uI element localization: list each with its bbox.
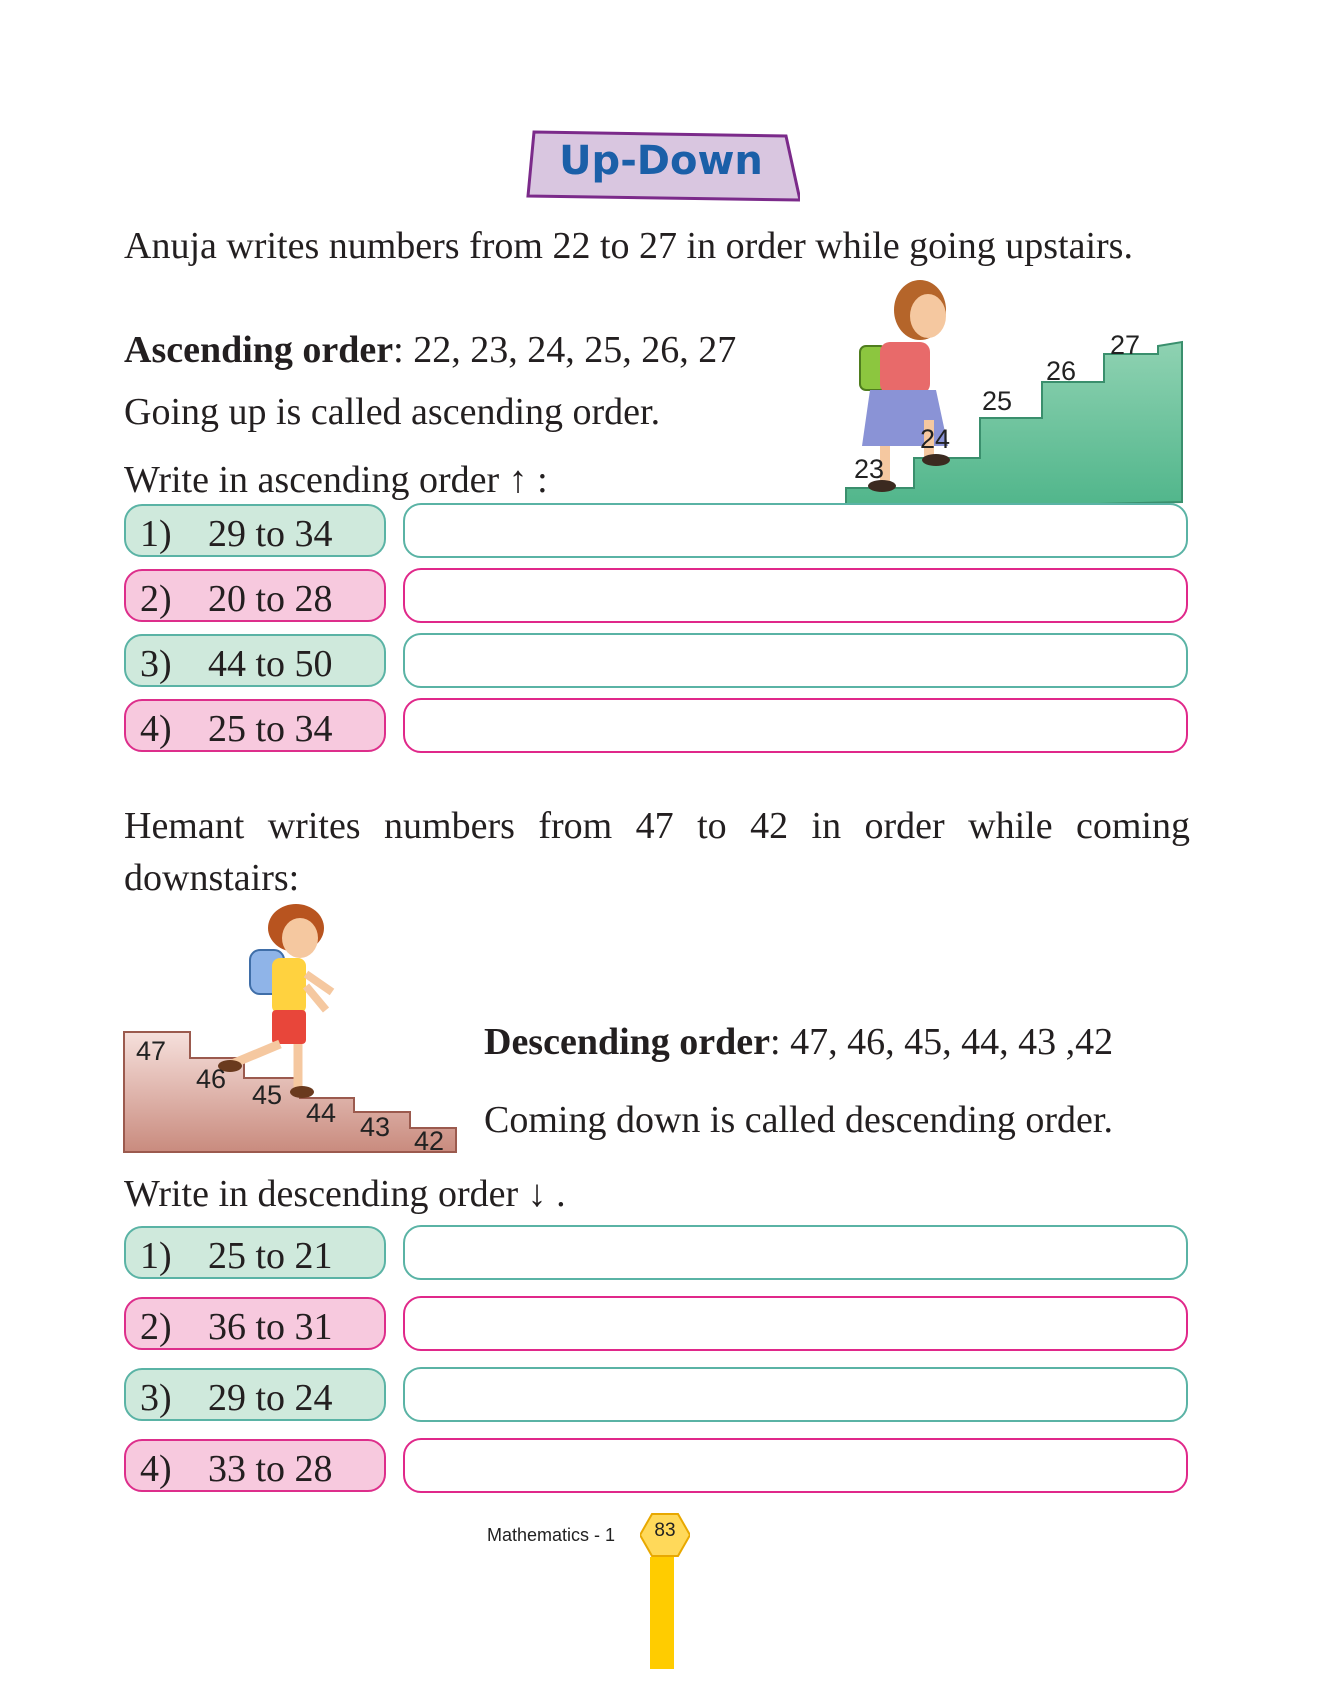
exercise-number: 1)	[140, 513, 172, 555]
footer-bar	[650, 1557, 674, 1669]
ascending-instruction-text: Write in ascending order	[124, 459, 500, 501]
exercise-number: 4)	[140, 1448, 172, 1490]
answer-input[interactable]	[403, 1367, 1188, 1422]
descending-instruction	[124, 1172, 566, 1216]
ascending-explanation: Going up is called ascending order.	[124, 391, 661, 433]
descending-intro-line1: Hemant writes numbers from 47 to 42 in order while coming	[124, 805, 1190, 847]
arrow-down-icon: ↓	[527, 1173, 547, 1215]
descending-instruction-text: Write in descending order	[124, 1173, 519, 1215]
ascending-intro: Anuja writes numbers from 22 to 27 in order while going upstairs.	[124, 225, 1133, 267]
exercise-number: 1)	[140, 1235, 172, 1277]
ascending-exercise-label	[124, 699, 386, 752]
ascending-definition-label: Ascending order	[124, 329, 394, 371]
arrow-up-icon: ↑	[508, 459, 528, 501]
descending-exercise-label	[124, 1297, 386, 1350]
exercise-number: 4)	[140, 708, 172, 750]
descending-definition-value: : 47, 46, 45, 44, 43 ,42	[770, 1021, 1114, 1063]
exercise-number: 2)	[140, 1306, 172, 1348]
stair-up-number: 24	[920, 424, 951, 454]
stair-down-number: 42	[414, 1126, 445, 1156]
stair-down-number: 46	[196, 1064, 227, 1094]
exercise-range: 29 to 24	[208, 1377, 333, 1419]
descending-exercise-label	[124, 1368, 386, 1421]
exercise-range: 25 to 21	[208, 1235, 333, 1277]
stair-up-number: 27	[1110, 330, 1141, 360]
answer-input[interactable]	[403, 1296, 1188, 1351]
exercise-range: 29 to 34	[208, 513, 333, 555]
descending-definition	[484, 1020, 1113, 1064]
stair-up-number: 25	[982, 386, 1013, 416]
stair-down-number: 45	[252, 1080, 283, 1110]
answer-input[interactable]	[403, 698, 1188, 753]
title-banner	[522, 128, 800, 206]
exercise-number: 3)	[140, 1377, 172, 1419]
answer-input[interactable]	[403, 633, 1188, 688]
descending-definition-label: Descending order	[484, 1021, 771, 1063]
descending-exercise-label	[124, 1226, 386, 1279]
ascending-exercise-label	[124, 504, 386, 557]
descending-exercise-label	[124, 1439, 386, 1492]
descending-explanation: Coming down is called descending order.	[484, 1099, 1113, 1141]
exercise-range: 25 to 34	[208, 708, 333, 750]
ascending-instruction	[124, 458, 548, 502]
exercise-number: 2)	[140, 578, 172, 620]
ascending-instruction-end: :	[527, 459, 548, 501]
stairs-down-illustration	[122, 900, 462, 1160]
boy-walking-icon	[218, 904, 332, 1098]
exercise-range: 36 to 31	[208, 1306, 333, 1348]
answer-input[interactable]	[403, 503, 1188, 558]
exercise-range: 33 to 28	[208, 1448, 333, 1490]
exercise-number: 3)	[140, 643, 172, 685]
stairs-up-illustration	[840, 270, 1200, 518]
answer-input[interactable]	[403, 1438, 1188, 1493]
footer-subject: Mathematics - 1	[487, 1525, 616, 1545]
ascending-definition-value: : 22, 23, 24, 25, 26, 27	[393, 329, 737, 371]
exercise-range: 44 to 50	[208, 643, 333, 685]
ascending-exercise-label	[124, 569, 386, 622]
ascending-definition	[124, 328, 736, 372]
stair-down-number: 47	[136, 1036, 167, 1066]
ascending-exercise-label	[124, 634, 386, 687]
page-title: Up-Down	[559, 138, 763, 184]
stair-up-number: 26	[1046, 356, 1077, 386]
stair-down-number: 43	[360, 1112, 391, 1142]
page-number: 83	[654, 1520, 676, 1541]
answer-input[interactable]	[403, 568, 1188, 623]
exercise-range: 20 to 28	[208, 578, 333, 620]
descending-intro-line2: downstairs:	[124, 857, 300, 899]
stair-down-number: 44	[306, 1098, 337, 1128]
stair-up-number: 23	[854, 454, 885, 484]
descending-instruction-end: .	[546, 1173, 566, 1215]
answer-input[interactable]	[403, 1225, 1188, 1280]
